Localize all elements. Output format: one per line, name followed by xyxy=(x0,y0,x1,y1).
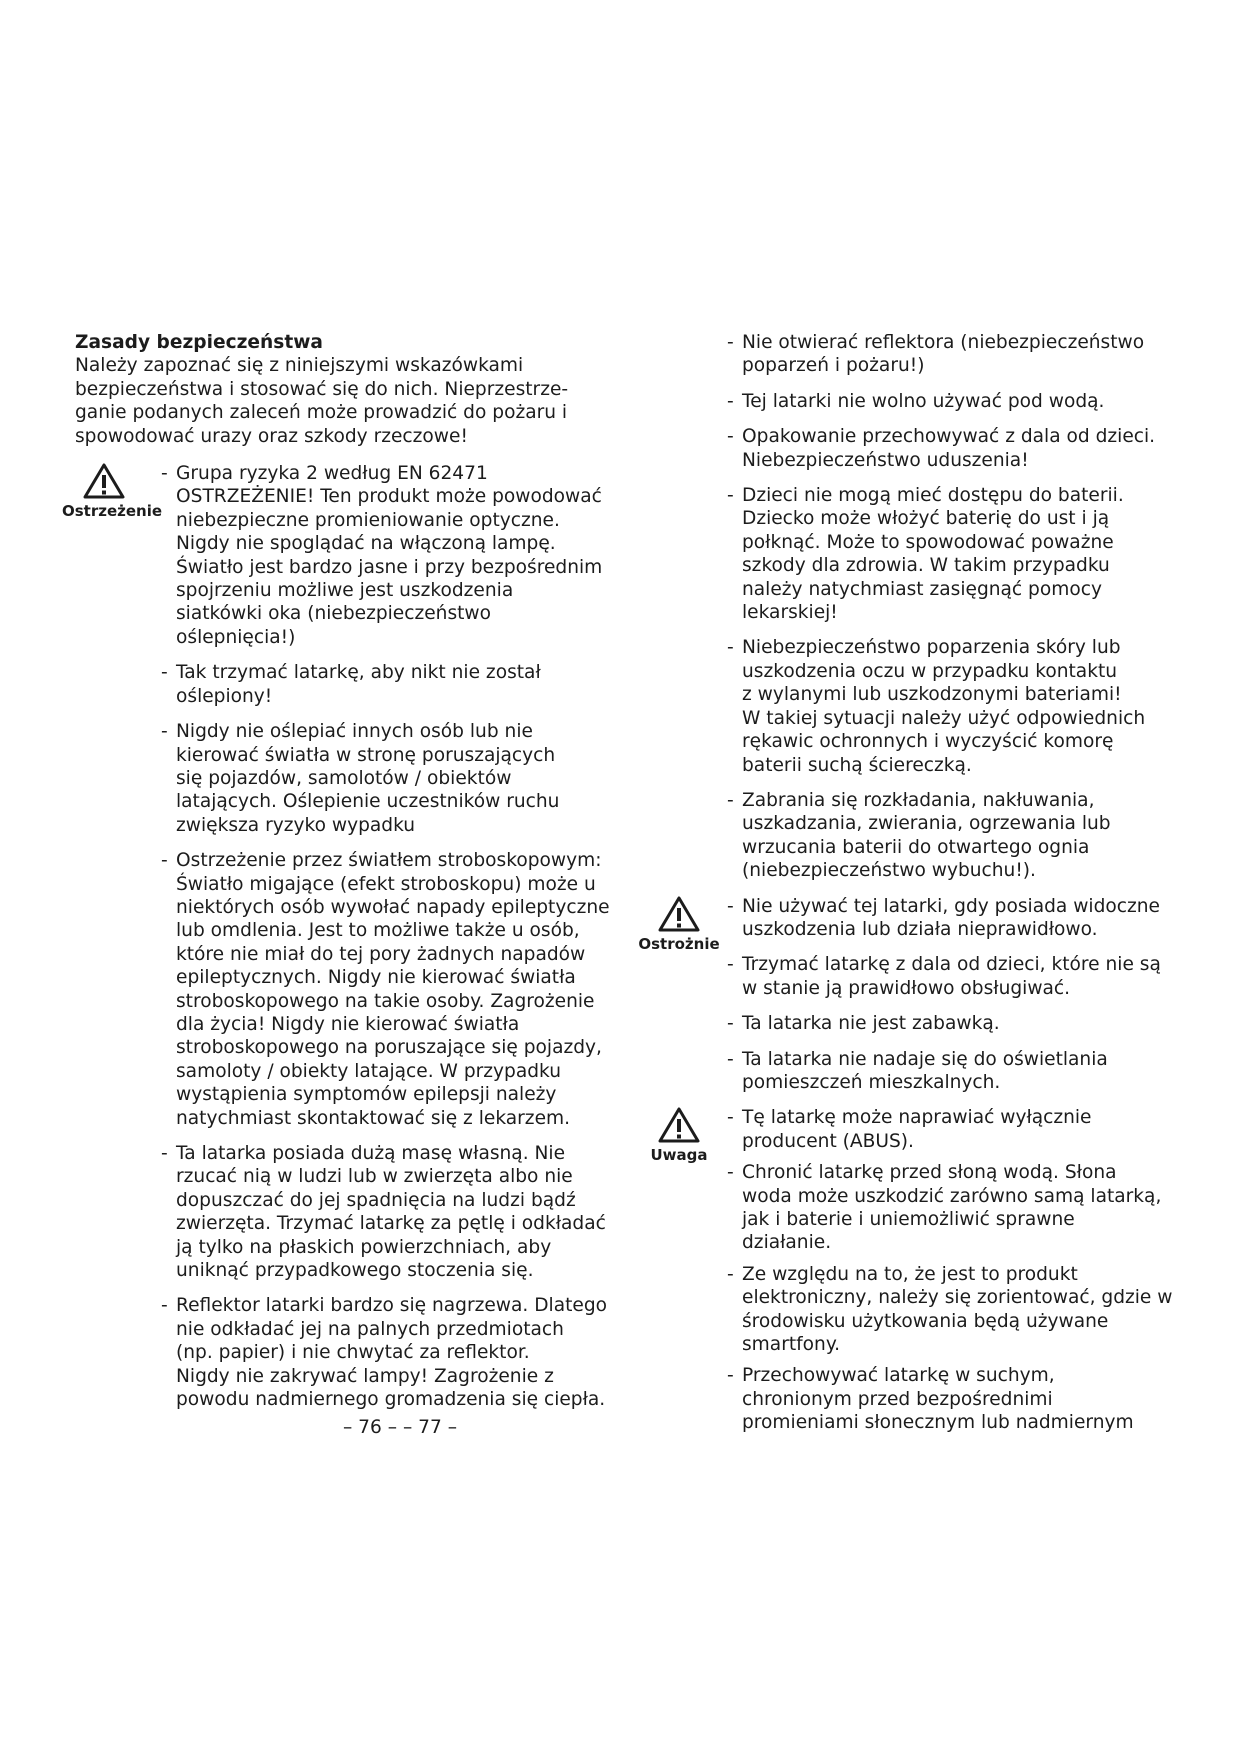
intro-line: spowodować urazy oraz szkody rzeczowe! xyxy=(75,425,468,447)
list-item: - Dzieci nie mogą mieć dostępu do baterii. Dziecko może włożyć baterię do ust i ją połknąć. Może to spowodować poważne szkody dla zdrowia. W takim przypadku należy natychmiast zasięgnąć pomocy lekarskiej! xyxy=(727,484,1227,624)
list-item: - Przechowywać latarkę w suchym, chronionym przed bezpośrednimi promieniami słonecznym lub nadmiernym xyxy=(727,1364,1227,1434)
attention-symbol xyxy=(637,1106,721,1164)
list-item: - Niebezpieczeństwo poparzenia skóry lub uszkodzenia oczu w przypadku kontaktu z wylanymi lub uszkodzonymi bateriami! W takiej sytuacji należy użyć odpowiednich rękawic ochronnych i wyczyścić komorę baterii suchą ściereczką. xyxy=(727,636,1227,776)
warning-triangle-icon xyxy=(82,462,126,500)
caution-triangle-icon xyxy=(657,895,701,933)
intro-paragraph xyxy=(75,354,595,448)
attention-triangle-icon xyxy=(657,1106,701,1144)
caution-list xyxy=(638,895,1227,1095)
intro-line: ganie podanych zaleceń może prowadzić do pożaru i xyxy=(75,402,568,424)
section-heading: Zasady bezpieczeństwa xyxy=(75,332,323,353)
list-item: - Nigdy nie oślepiać innych osób lub nie kierować światła w stronę poruszających się pojazdów, samolotów / obiektów latających. Oślepienie uczestników ruchu zwiększa ryzyko wypadku xyxy=(161,720,595,837)
list-item: - Tę latarkę może naprawiać wyłącznie producent (ABUS). xyxy=(727,1106,1227,1153)
list-item: - Grupa ryzyka 2 według EN 62471 OSTRZEŻENIE! Ten produkt może powodować niebezpieczne promieniowanie optyczne. Nigdy nie spoglądać na włączoną lampę. Światło jest bardzo jasne i przy bezpośrednim spojrzeniu możliwe jest uszkodzenia siatkówki oka (niebezpieczeństwo oślepnięcia!) xyxy=(161,462,595,649)
intro-line: bezpieczeństwa i stosować się do nich. Nieprzestrze- xyxy=(75,378,569,400)
warning-label: Ostrzeżenie xyxy=(62,502,163,521)
list-item: - Ta latarka nie jest zabawką. xyxy=(727,1012,1227,1035)
list-item: - Reflektor latarki bardzo się nagrzewa. Dlatego nie odkładać jej na palnych przedmiotach (np. papier) i nie chwytać za reflektor. Nigdy nie zakrywać lampy! Zagrożenie z powodu nadmiernego gromadzenia się ciepła. xyxy=(161,1294,595,1411)
list-item: - Trzymać latarkę z dala od dzieci, które nie są w stanie ją prawidłowo obsługiwać. xyxy=(727,953,1227,1000)
general-list xyxy=(727,331,1227,883)
list-item: - Ta latarka posiada dużą masę własną. Nie rzucać nią w ludzi lub w zwierzęta albo nie dopuszczać do jej spadnięcia na ludzi bądź zwierzęta. Trzymać latarkę za pętlę i odkładać ją tylko na płaskich powierzchniach, aby uniknąć przypadkowego stoczenia się. xyxy=(161,1142,595,1282)
list-item: - Ostrzeżenie przez światłem stroboskopowym: Światło migające (efekt stroboskopu) może u niektórych osób wywołać napady epileptyczne lub omdlenia. Jest to możliwe także u osób, które nie miał do tej pory żadnych napadów epileptycznych. Nigdy nie kierować światła stroboskopowego na takie osoby. Zagrożenie dla życia! Nigdy nie kierować światła stroboskopowego na poruszające się pojazdy, samoloty / obiekty latające. W przypadku wystąpienia symptomów epilepsji należy natychmiast skontaktować się z lekarzem. xyxy=(161,849,595,1130)
warning-list xyxy=(62,462,610,1411)
attention-list xyxy=(650,1106,1227,1434)
attention-label: Uwaga xyxy=(650,1146,708,1165)
right-column xyxy=(638,331,1227,1443)
list-item: - Zabrania się rozkładania, nakłuwania, uszkadzania, zwierania, ogrzewania lub wrzucania baterii do otwartego ognia (niebezpieczeństwo wybuchu!). xyxy=(727,789,1227,883)
left-column xyxy=(62,331,610,1423)
list-item: - Tej latarki nie wolno używać pod wodą. xyxy=(727,390,1227,413)
warning-symbol xyxy=(62,462,163,521)
list-item: - Ze względu na to, że jest to produkt elektroniczny, należy się zorientować, gdzie w środowisku użytkowania będą używane smartfony. xyxy=(727,1263,1227,1357)
list-item: - Opakowanie przechowywać z dala od dzieci. Niebezpieczeństwo uduszenia! xyxy=(727,425,1227,472)
page-numbers: – 76 – – 77 – xyxy=(342,1417,458,1438)
caution-symbol xyxy=(637,895,721,953)
list-item: - Tak trzymać latarkę, aby nikt nie został oślepiony! xyxy=(161,661,595,708)
list-item: - Nie używać tej latarki, gdy posiada widoczne uszkodzenia lub działa nieprawidłowo. xyxy=(727,895,1227,942)
list-item: - Ta latarka nie nadaje się do oświetlania pomieszczeń mieszkalnych. xyxy=(727,1048,1227,1095)
list-item: - Nie otwierać reflektora (niebezpieczeństwo poparzeń i pożaru!) xyxy=(727,331,1227,378)
list-item: - Chronić latarkę przed słoną wodą. Słona woda może uszkodzić zarówno samą latarką, jak i baterie i uniemożliwić sprawne działanie. xyxy=(727,1161,1227,1255)
intro-line: Należy zapoznać się z niniejszymi wskazówkami xyxy=(75,355,524,377)
caution-label: Ostrożnie xyxy=(638,934,720,953)
